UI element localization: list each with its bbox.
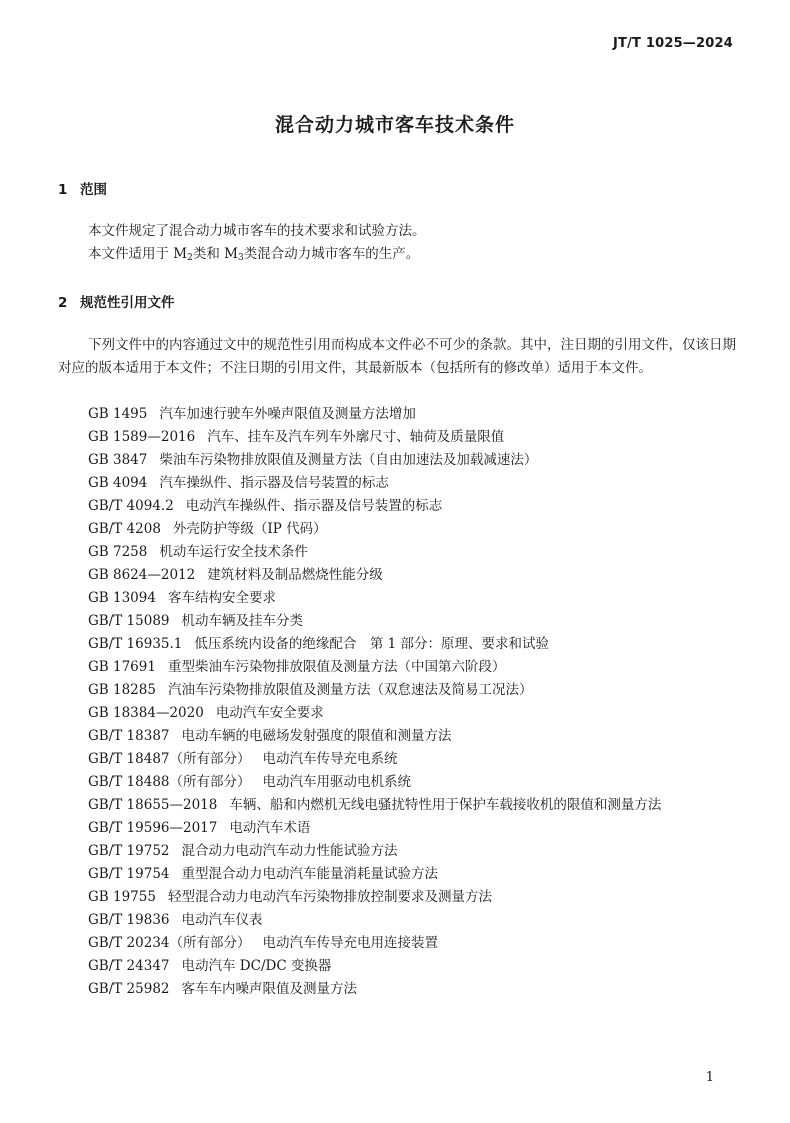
reference-item: [58, 679, 736, 702]
reference-code: GB/T 18487（所有部分）: [88, 751, 251, 767]
reference-code: GB/T 18488（所有部分）: [88, 774, 251, 790]
reference-code: GB 17691: [88, 659, 156, 675]
reference-item: [58, 564, 736, 587]
reference-code: GB 1495: [88, 406, 148, 422]
reference-code: GB/T 4208: [88, 521, 161, 537]
reference-code: GB/T 24347: [88, 958, 170, 974]
reference-item: [58, 633, 736, 656]
reference-code: GB 7258: [88, 544, 148, 560]
reference-title: 客车车内噪声限值及测量方法: [181, 981, 357, 997]
reference-title: 机动车辆及挂车分类: [181, 613, 303, 629]
reference-title: 轻型混合动力电动汽车污染物排放控制要求及测量方法: [167, 889, 492, 905]
reference-item: [58, 886, 736, 909]
reference-title: 电动汽车安全要求: [215, 705, 324, 721]
standard-code: JT/T 1025—2024: [612, 36, 733, 51]
reference-title: 重型柴油车污染物排放限值及测量方法（中国第六阶段）: [167, 659, 506, 675]
reference-item: [58, 587, 736, 610]
section-2-heading: [58, 291, 175, 311]
scope-paragraph-2: 本文件适用于 $M_2$类和 $M_3$类混合动力城市客车的生产。: [88, 246, 420, 263]
reference-item: [58, 656, 736, 679]
reference-item: [58, 840, 736, 863]
reference-code: GB/T 25982: [88, 981, 170, 997]
reference-item: [58, 817, 736, 840]
reference-item: [58, 725, 736, 748]
reference-code: GB/T 20234（所有部分）: [88, 935, 251, 951]
page-number: 1: [705, 1070, 714, 1085]
reference-title: 电动汽车仪表: [181, 912, 263, 928]
reference-title: 电动汽车 DC/DC 变换器: [181, 958, 332, 974]
m3-subscript: 3: [237, 253, 244, 263]
reference-title: 电动汽车传导充电用连接装置: [262, 935, 438, 951]
reference-title: 电动汽车用驱动电机系统: [262, 774, 411, 790]
m2-subscript: 2: [187, 253, 193, 263]
reference-title: 汽车操纵件、指示器及信号装置的标志: [159, 475, 389, 491]
reference-title: 柴油车污染物排放限值及测量方法（自由加速法及加载减速法）: [159, 452, 538, 468]
reference-item: [58, 863, 736, 886]
reference-code: GB/T 19596—2017: [88, 820, 218, 836]
reference-item: [58, 978, 736, 1001]
reference-code: GB/T 4094.2: [88, 498, 174, 514]
reference-title: 机动车运行安全技术条件: [159, 544, 308, 560]
reference-item: [58, 794, 736, 817]
reference-item: [58, 449, 736, 472]
reference-code: GB 3847: [88, 452, 148, 468]
reference-item: [58, 610, 736, 633]
section-1-heading: [58, 178, 107, 198]
reference-code: GB/T 19754: [88, 866, 170, 882]
reference-title: 低压系统内设备的绝缘配合 第 1 部分：原理、要求和试验: [194, 636, 550, 652]
reference-item: [58, 702, 736, 725]
reference-title: 汽车加速行驶车外噪声限值及测量方法增加: [159, 406, 416, 422]
reference-code: GB 8624—2012: [88, 567, 196, 583]
section-1-title: 范围: [80, 182, 107, 198]
reference-code: GB 4094: [88, 475, 148, 491]
normative-references-intro: 下列文件中的内容通过文中的规范性引用而构成本文件必不可少的条款。其中，注日期的引用文件，仅该日期对应的版本适用于本文件；不注日期的引用文件，其最新版本（包括所有的修改单）适用于本文件。: [58, 337, 736, 376]
reference-list: [58, 403, 736, 1001]
reference-title: 电动车辆的电磁场发射强度的限值和测量方法: [181, 728, 452, 744]
reference-code: GB 13094: [88, 590, 156, 606]
reference-title: 汽车、挂车及汽车列车外廓尺寸、轴荷及质量限值: [207, 429, 505, 445]
reference-item: [58, 495, 736, 518]
reference-title: 电动汽车术语: [229, 820, 311, 836]
reference-item: [58, 909, 736, 932]
reference-item: [58, 518, 736, 541]
reference-title: 车辆、船和内燃机无线电骚扰特性用于保护车载接收机的限值和测量方法: [229, 797, 662, 813]
reference-item: [58, 955, 736, 978]
reference-title: 汽油车污染物排放限值及测量方法（双怠速法及简易工况法）: [167, 682, 533, 698]
document-title: 混合动力城市客车技术条件: [274, 114, 515, 136]
reference-code: GB/T 18387: [88, 728, 170, 744]
reference-item: [58, 403, 736, 426]
reference-item: [58, 426, 736, 449]
reference-code: GB 19755: [88, 889, 156, 905]
reference-code: GB/T 15089: [88, 613, 170, 629]
reference-item: [58, 472, 736, 495]
section-2-title: 规范性引用文件: [80, 295, 175, 311]
section-1-number: 1: [58, 182, 68, 198]
reference-title: 客车结构安全要求: [167, 590, 276, 606]
reference-title: 重型混合动力电动汽车能量消耗量试验方法: [181, 866, 438, 882]
section-2-number: 2: [58, 295, 68, 311]
reference-title: 电动汽车操纵件、指示器及信号装置的标志: [185, 498, 443, 514]
reference-item: [58, 771, 736, 794]
reference-item: [58, 748, 736, 771]
reference-code: GB 18285: [88, 682, 156, 698]
reference-code: GB 1589—2016: [88, 429, 196, 445]
reference-item: [58, 932, 736, 955]
reference-title: 建筑材料及制品燃烧性能分级: [207, 567, 383, 583]
reference-item: [58, 541, 736, 564]
reference-code: GB 18384—2020: [88, 705, 204, 721]
reference-title: 混合动力电动汽车动力性能试验方法: [181, 843, 398, 859]
reference-code: GB/T 19836: [88, 912, 170, 928]
reference-code: GB/T 16935.1: [88, 636, 183, 652]
reference-code: GB/T 19752: [88, 843, 170, 859]
reference-code: GB/T 18655—2018: [88, 797, 218, 813]
reference-title: 外壳防护等级（IP 代码）: [172, 521, 327, 537]
scope-paragraph-1: 本文件规定了混合动力城市客车的技术要求和试验方法。: [88, 223, 426, 239]
reference-title: 电动汽车传导充电系统: [262, 751, 398, 767]
